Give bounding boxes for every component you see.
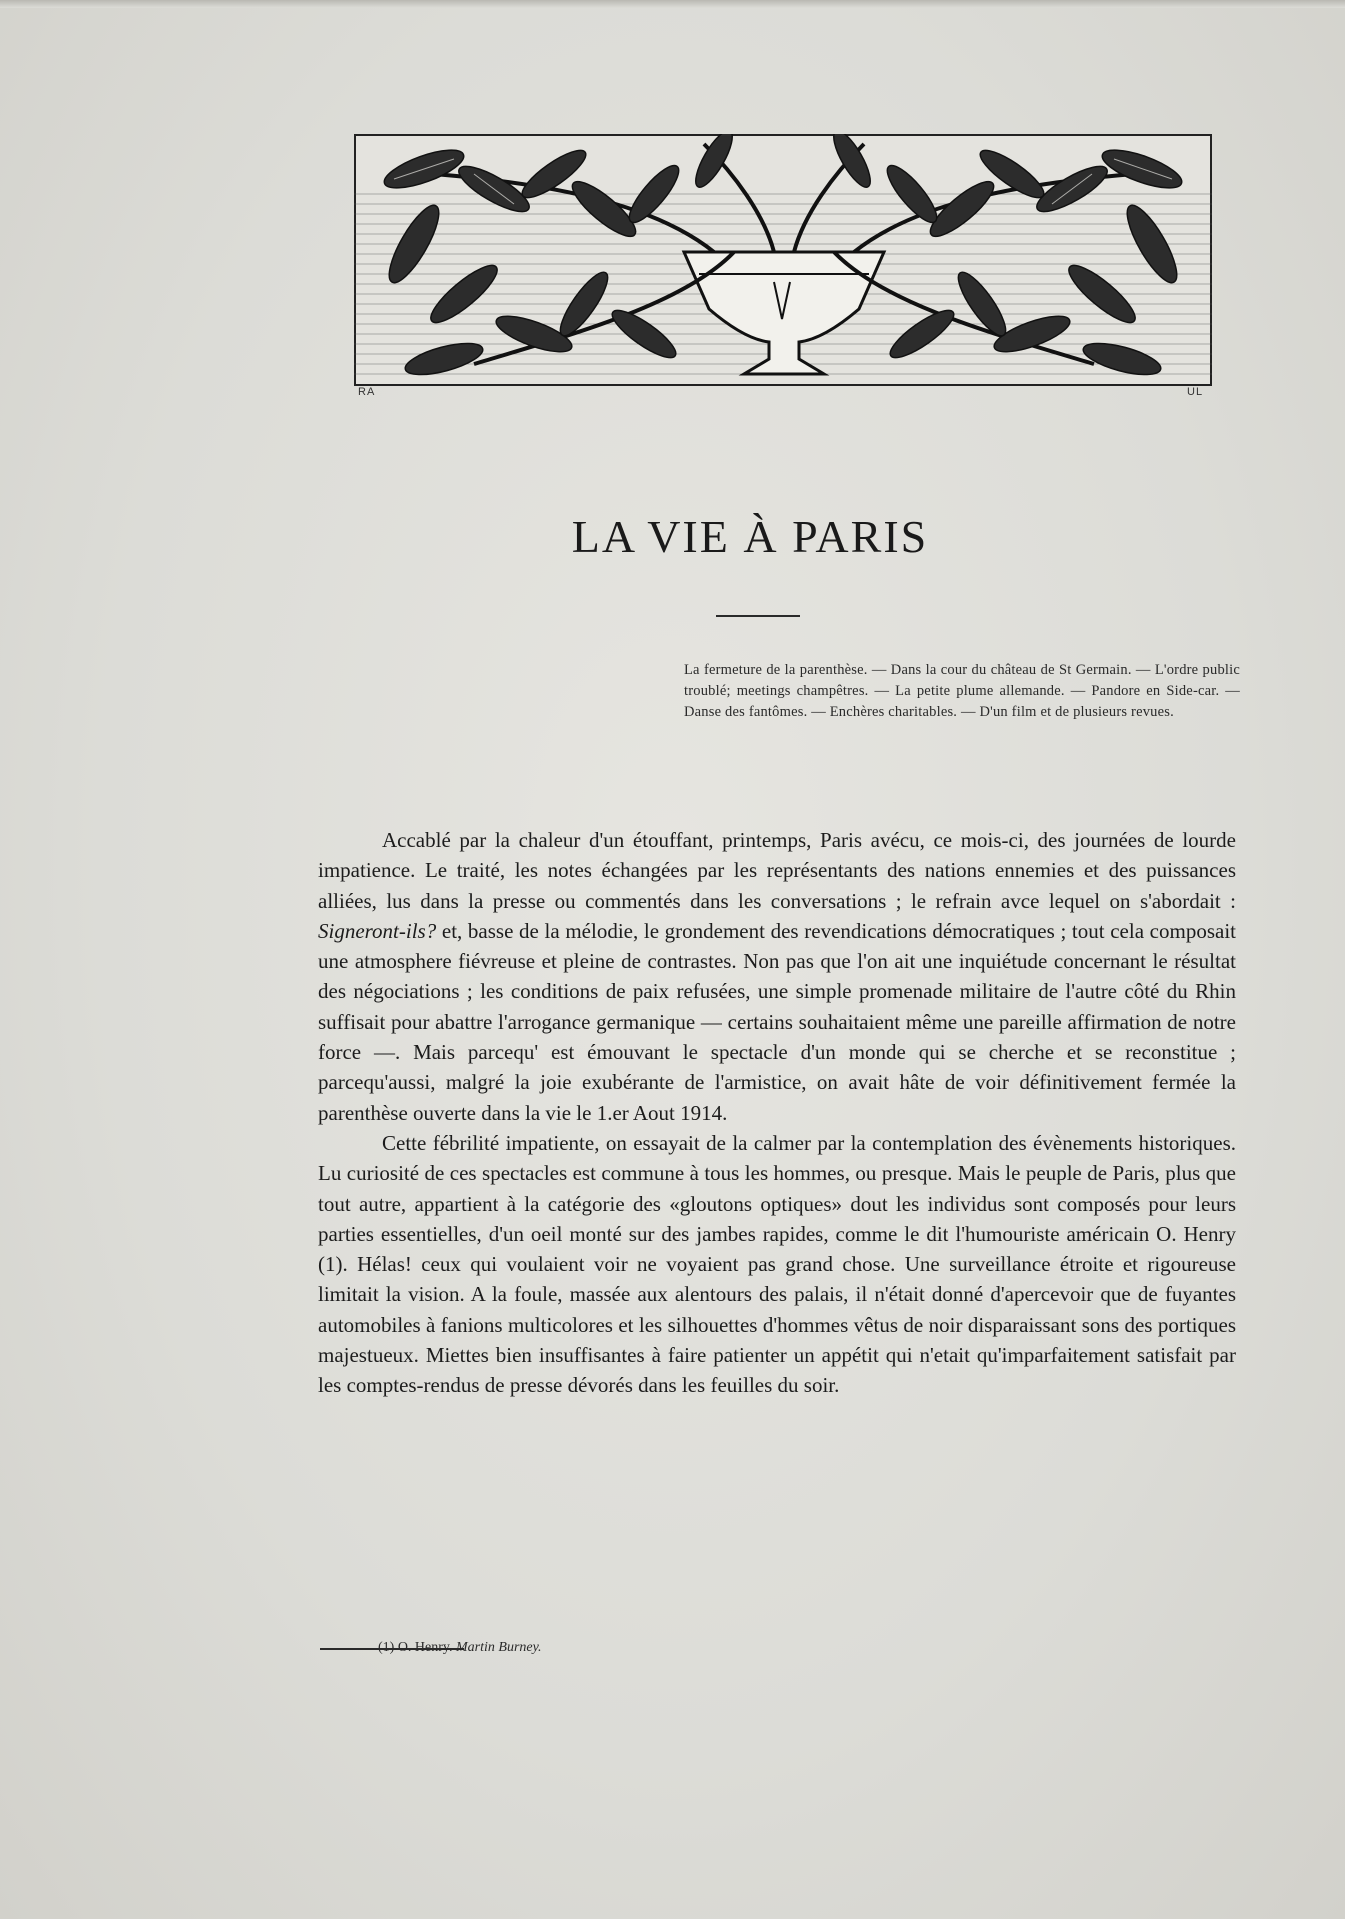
page-top-edge xyxy=(0,0,1345,8)
paragraph-1-part-b: et, basse de la mélodie, le grondement des revendications démocratiques ; tout cela composait une atmosphere fiévreuse et pleine de contrastes. Non pas que l'on ait une inquiétude concernant le résultat des négociations ; les conditions de paix refusées, une simple promenade militaire de l'autre côté du Rhin suffisait pour abattre l'arrogance germanique — certains souhaitaient même une pareille affirmation de notre force —. Mais parcequ' est émouvant le spectacle d'un monde qui se cherche et se reconstitue ; parcequ'aussi, malgré la joie exubérante de l'armistice, on avait hâte de voir définitivement fermée la parenthèse ouverte dans la vie le 1.er Aout 1914. xyxy=(318,918,1236,1125)
laurel-vase-illustration xyxy=(354,134,1212,386)
illustrator-initial-left: RA xyxy=(358,386,376,398)
laurel-vase-ornament xyxy=(354,134,1212,386)
footnote-source: Martin Burney. xyxy=(456,1640,542,1655)
footnote xyxy=(378,1640,878,1656)
paragraph-2: Cette fébrilité impatiente, on essayait de la calmer par la contemplation des évènements historiques. Lu curiosité de ces spectacles est commune à tous les hommes, ou presque. Mais le peuple de Paris, plus que tout autre, appartient à la catégorie des «gloutons optiques» dout les individus sont composés pour leurs parties essentielles, d'un oeil monté sur des jambes rapides, comme le dit l'humouriste américain O. Henry (1). Hélas! ceux qui voulaient voir ne voyaient pas grand chose. Une surveillance étroite et rigoureuse limitait la vision. A la foule, massée aux alentours des palais, il n'était donné d'apercevoir que de fuyantes automobiles à fanions multicolores et les silhouettes d'hommes vêtus de noir disparaissant sons des portiques majestueux. Miettes bien insuffisantes à faire patienter un appétit qui n'etait qu'imparfaitement satisfait par les comptes-rendus de presse dévorés dans les feuilles du soir. xyxy=(318,1130,1236,1398)
illustrator-initial-right: UL xyxy=(1187,386,1204,398)
paragraph-1-part-a: Accablé par la chaleur d'un étouffant, printemps, Paris avécu, ce mois-ci, des journées de lourde impatience. Le traité, les notes échangées par les représentants des nations ennemies et des puissances alliées, lus dans la presse ou commentés dans les conversations ; le refrain avce lequel on s'abordait : xyxy=(318,828,1236,913)
article-summary: La fermeture de la parenthèse. — Dans la cour du château de St Germain. — L'ordre public troublé; meetings champêtres. — La petite plume allemande. — Pandore en Side-car. — Danse des fantômes. — Enchères charitables. — D'un film et de plusieurs revues. xyxy=(684,662,1240,720)
article-body xyxy=(318,825,1236,1401)
footnote-marker: (1) O. Henry. xyxy=(378,1640,453,1655)
paragraph-1-italic: Signeront-ils? xyxy=(318,918,437,943)
article-title: LA VIE À PARIS xyxy=(571,511,929,562)
title-divider xyxy=(716,615,800,617)
paragraph-1 xyxy=(318,825,1236,1128)
